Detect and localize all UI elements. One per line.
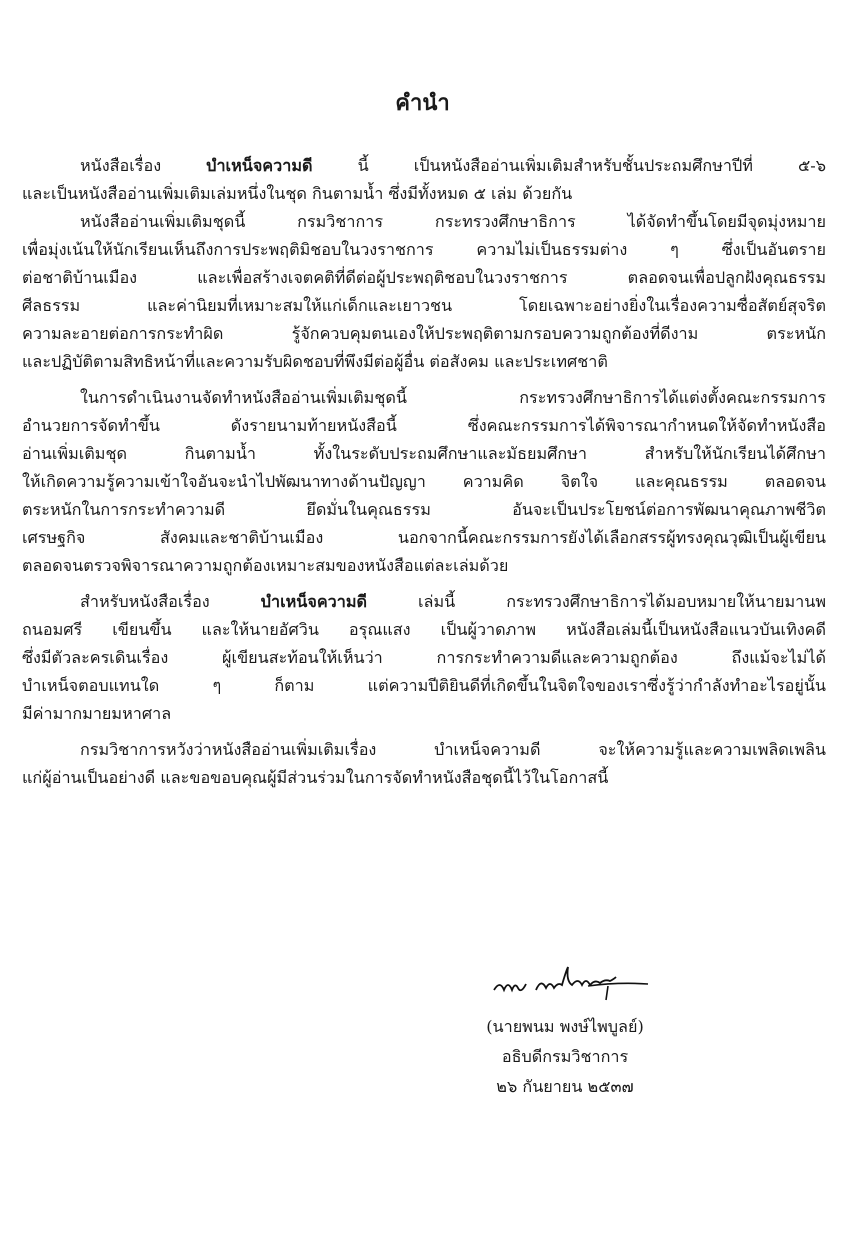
paragraph-line: แก่ผู้อ่านเป็นอย่างดี และขอขอบคุณผู้มีส่วนร่วมในการจัดทำหนังสือชุดนี้ไว้ในโอกาสนี้ xyxy=(22,768,609,787)
paragraph-line xyxy=(22,152,826,180)
paragraph-line: หนังสืออ่านเพิ่มเติมชุดนี้ กรมวิชาการ กระทรวงศึกษาธิการ ได้จัดทำขึ้นโดยมีจุดมุ่งหมาย xyxy=(80,212,826,231)
paragraph-line: อำนวยการจัดทำขึ้น ดังรายนามท้ายหนังสือนี้ ซึ่งคณะกรรมการได้พิจารณากำหนดให้จัดทำหนังสือ xyxy=(22,416,826,435)
signature-date: ๒๖ กันยายน ๒๕๓๗ xyxy=(496,1077,634,1096)
paragraph-gap xyxy=(22,376,826,384)
paragraph-5 xyxy=(22,736,826,792)
paragraph-line: กรมวิชาการหวังว่าหนังสืออ่านเพิ่มเติมเรื่อง บำเหน็จความดี จะให้ความรู้และความเพลิดเพลิน xyxy=(80,740,826,759)
paragraph-gap xyxy=(22,580,826,588)
paragraph-line: ซึ่งมีตัวละครเดินเรื่อง ผู้เขียนสะท้อนให้เห็นว่า การกระทำความดีและความถูกต้อง ถึงแม้จะไม่ได้ xyxy=(22,648,826,667)
paragraph-line: เพื่อมุ่งเน้นให้นักเรียนเห็นถึงการประพฤติมิชอบในวงราชการ ความไม่เป็นธรรมต่าง ๆ ซึ่งเป็นอันตราย xyxy=(22,240,826,259)
paragraph-line: ถนอมศรี เขียนขึ้น และให้นายอัศวิน อรุณแสง เป็นผู้วาดภาพ หนังสือเล่มนี้เป็นหนังสือแนวบันเทิงคดี xyxy=(22,620,826,639)
paragraph-3 xyxy=(22,384,826,580)
paragraph-line: อ่านเพิ่มเติมชุด กินตามน้ำ ทั้งในระดับประถมศึกษาและมัธยมศึกษา สำหรับให้นักเรียนได้ศึกษา xyxy=(22,444,826,463)
page-title: คำนำ xyxy=(395,90,450,116)
paragraph-line: เศรษฐกิจ สังคมและชาติบ้านเมือง นอกจากนี้คณะกรรมการยังได้เลือกสรรผู้ทรงคุณวุฒิเป็นผู้เขียน xyxy=(22,528,826,547)
text-run: เล่มนี้ กระทรวงศึกษาธิการได้มอบหมายให้นายมานพ xyxy=(367,592,826,611)
paragraph-line xyxy=(22,588,826,616)
paragraph-4 xyxy=(22,588,826,728)
paragraph-gap xyxy=(22,728,826,736)
paragraph-line: ต่อชาติบ้านเมือง และเพื่อสร้างเจตคติที่ดีต่อผู้ประพฤติชอบในวงราชการ ตลอดจนเพื่อปลูกฝังคุณธรรม xyxy=(22,268,826,287)
handwritten-signature xyxy=(490,964,680,1004)
text-run: หนังสือเรื่อง xyxy=(80,156,207,175)
paragraph-line: และเป็นหนังสืออ่านเพิ่มเติมเล่มหนึ่งในชุด กินตามน้ำ ซึ่งมีทั้งหมด ๕ เล่ม ด้วยกัน xyxy=(22,184,573,203)
book-title: บำเหน็จความดี xyxy=(206,156,313,175)
paragraph-line: ตระหนักในการกระทำความดี ยึดมั่นในคุณธรรม อันจะเป็นประโยชน์ต่อการพัฒนาคุณภาพชีวิต xyxy=(22,500,826,519)
text-run: สำหรับหนังสือเรื่อง xyxy=(80,592,261,611)
paragraph-line: บำเหน็จตอบแทนใด ๆ ก็ตาม แต่ความปีติยินดีที่เกิดขึ้นในจิตใจของเราซึ่งรู้ว่ากำลังทำอะไรอยู่นั้น xyxy=(22,676,826,695)
paragraph-2 xyxy=(22,208,826,376)
paragraph-1 xyxy=(22,152,826,208)
paragraph-line: ความละอายต่อการกระทำผิด รู้จักควบคุมตนเองให้ประพฤติตามกรอบความถูกต้องที่ดีงาม ตระหนัก xyxy=(22,324,826,343)
signatory-position: อธิบดีกรมวิชาการ xyxy=(501,1047,629,1066)
book-title: บำเหน็จความดี xyxy=(260,592,368,611)
paragraph-line: ตลอดจนตรวจพิจารณาความถูกต้องเหมาะสมของหนังสือแต่ละเล่มด้วย xyxy=(22,556,509,575)
paragraph-line: มีค่ามากมายมหาศาล xyxy=(22,704,172,723)
signatory-name: (นายพนม พงษ์ไพบูลย์) xyxy=(486,1017,644,1036)
paragraph-line: ให้เกิดความรู้ความเข้าใจอันจะนำไปพัฒนาทางด้านปัญญา ความคิด จิตใจ และคุณธรรม ตลอดจน xyxy=(22,472,826,491)
text-run: นี้ เป็นหนังสืออ่านเพิ่มเติมสำหรับชั้นประถมศึกษาปีที่ ๕-๖ xyxy=(312,156,826,175)
paragraph-line: ศีลธรรม และค่านิยมที่เหมาะสมให้แก่เด็กและเยาวชน โดยเฉพาะอย่างยิ่งในเรื่องความซื่อสัตย์สุจริต xyxy=(22,296,826,315)
paragraph-line: และปฏิบัติตามสิทธิหน้าที่และความรับผิดชอบที่พึงมีต่อผู้อื่น ต่อสังคม และประเทศชาติ xyxy=(22,352,608,371)
signature-block xyxy=(455,1012,675,1102)
paragraph-line: ในการดำเนินงานจัดทำหนังสืออ่านเพิ่มเติมชุดนี้ กระทรวงศึกษาธิการได้แต่งตั้งคณะกรรมการ xyxy=(80,388,826,407)
document-body xyxy=(22,152,826,792)
